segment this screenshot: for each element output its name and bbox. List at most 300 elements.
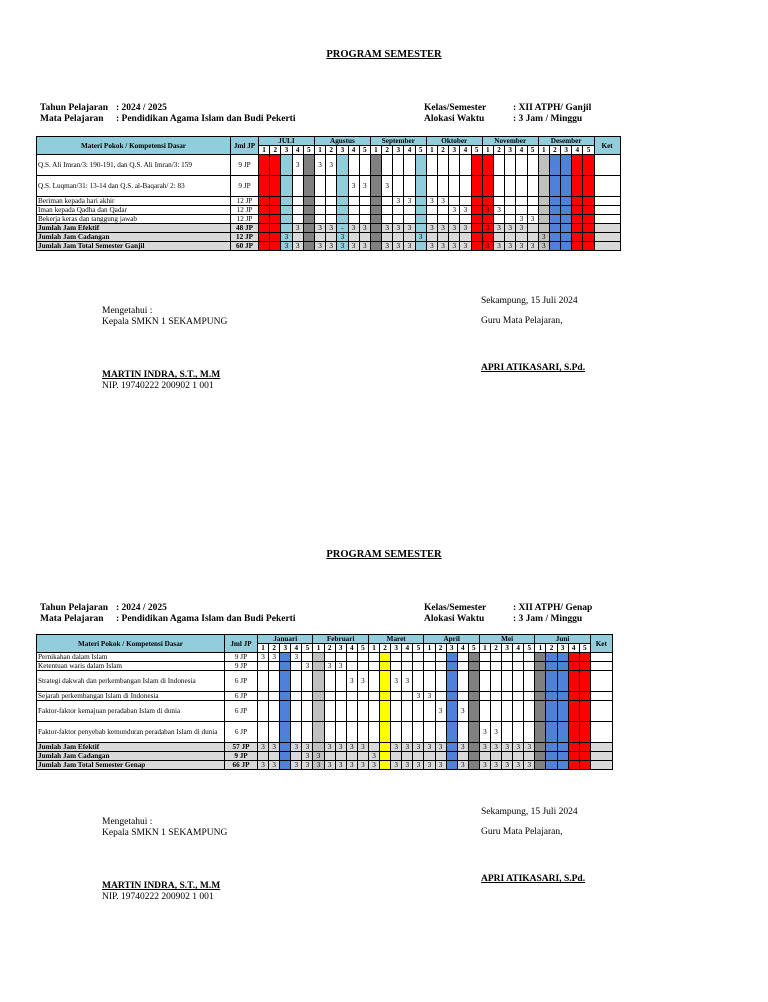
table-row [37, 662, 613, 671]
week-cell [435, 752, 446, 761]
week-number: 3 [557, 644, 568, 653]
week-cell [438, 206, 449, 215]
table-row [37, 671, 613, 692]
week-cell [471, 197, 482, 206]
week-cell [280, 722, 291, 743]
week-number: 3 [449, 146, 460, 155]
week-cell [326, 206, 337, 215]
week-cell [468, 671, 479, 692]
week-cell [493, 215, 504, 224]
week-cell [568, 722, 579, 743]
week-cell [303, 242, 314, 251]
week-cell [572, 197, 583, 206]
week-cell: 3 [324, 662, 335, 671]
week-number: 4 [291, 644, 302, 653]
week-cell [446, 752, 457, 761]
week-cell [538, 215, 549, 224]
week-cell: 3 [302, 761, 313, 770]
week-cell: 3 [291, 743, 302, 752]
week-cell: 3 [335, 662, 346, 671]
week-cell [280, 701, 291, 722]
week-cell: 3 [302, 743, 313, 752]
week-cell: 3 [524, 743, 535, 752]
summary-row [37, 752, 613, 761]
week-cell: 3 [404, 224, 415, 233]
week-number: 4 [460, 146, 471, 155]
week-cell [391, 701, 402, 722]
week-cell [538, 206, 549, 215]
summary-row [37, 761, 613, 770]
week-cell [546, 701, 557, 722]
week-cell: 3 [426, 197, 437, 206]
week-cell [502, 701, 513, 722]
materi-cell: Q.S. Ali Imran/3: 190-191, dan Q.S. Ali Imran/3: 159 [37, 155, 231, 176]
week-cell [546, 752, 557, 761]
week-cell: 3 [479, 761, 490, 770]
week-cell [568, 692, 579, 701]
week-cell [303, 206, 314, 215]
week-cell [568, 701, 579, 722]
week-cell [468, 743, 479, 752]
week-cell: 3 [524, 761, 535, 770]
week-cell [549, 176, 560, 197]
week-cell: 3 [449, 206, 460, 215]
week-cell [382, 233, 393, 242]
week-cell [557, 692, 568, 701]
week-cell: 3 [357, 761, 368, 770]
week-cell: 3 [516, 242, 527, 251]
week-cell [471, 233, 482, 242]
month-header: Mei [479, 635, 534, 644]
week-cell [579, 701, 590, 722]
tahun-value: : 2024 / 2025 [116, 103, 167, 113]
week-cell [546, 722, 557, 743]
week-number: 2 [269, 644, 280, 653]
week-cell [527, 206, 538, 215]
week-cell [583, 197, 594, 206]
week-cell [435, 692, 446, 701]
week-cell [449, 155, 460, 176]
week-cell [281, 206, 292, 215]
kepala-text: Kepala SMKN 1 SEKAMPUNG [102, 828, 228, 838]
week-cell [572, 224, 583, 233]
week-cell: 3 [258, 653, 269, 662]
week-cell [505, 206, 516, 215]
kepala-nip: NIP. 19740222 200902 1 001 [102, 892, 214, 902]
materi-cell: Q.S. Luqman/31: 13-14 dan Q.S. al-Baqarah/ 2: 83 [37, 176, 231, 197]
week-cell [291, 722, 302, 743]
week-cell: 3 [348, 176, 359, 197]
kelas-value: : XII ATPH/ Ganjil [513, 103, 592, 113]
week-number: 2 [382, 146, 393, 155]
week-cell: 3 [424, 743, 435, 752]
week-cell: 3 [538, 233, 549, 242]
week-cell [393, 155, 404, 176]
guru-text: Guru Mata Pelajaran, [481, 316, 563, 326]
week-cell [471, 242, 482, 251]
week-cell [313, 653, 324, 662]
month-header: November [482, 137, 538, 146]
week-cell: 3 [314, 242, 325, 251]
week-number: 5 [583, 146, 594, 155]
week-cell [346, 722, 357, 743]
week-number: 1 [538, 146, 549, 155]
week-cell [568, 662, 579, 671]
week-cell [368, 662, 379, 671]
week-cell [435, 671, 446, 692]
week-cell [568, 743, 579, 752]
week-cell [449, 176, 460, 197]
week-cell [457, 722, 468, 743]
week-cell [468, 662, 479, 671]
week-cell [471, 155, 482, 176]
week-cell [490, 701, 501, 722]
jp-cell: 48 JP [231, 224, 259, 233]
jp-cell: 66 JP [225, 761, 258, 770]
week-cell [426, 176, 437, 197]
week-cell [583, 233, 594, 242]
week-number: 1 [258, 644, 269, 653]
week-cell: 3 [490, 761, 501, 770]
week-cell: 3 [335, 761, 346, 770]
week-cell [446, 692, 457, 701]
week-cell: 3 [460, 242, 471, 251]
materi-cell: Strategi dakwah dan perkembangan Islam di Indonesia [37, 671, 225, 692]
week-number: 1 [424, 644, 435, 653]
week-cell [426, 215, 437, 224]
ket-cell [594, 233, 620, 242]
week-cell [368, 701, 379, 722]
week-cell [572, 155, 583, 176]
week-cell [546, 671, 557, 692]
week-cell [313, 701, 324, 722]
place-date: Sekampung, 15 Juli 2024 [481, 296, 578, 306]
table-row [37, 653, 613, 662]
week-cell [583, 176, 594, 197]
week-cell: 3 [424, 761, 435, 770]
week-cell [446, 662, 457, 671]
week-cell [572, 176, 583, 197]
week-cell [314, 233, 325, 242]
week-cell: 3 [314, 155, 325, 176]
week-cell [380, 662, 391, 671]
place-date: Sekampung, 15 Juli 2024 [481, 807, 578, 817]
week-cell [382, 215, 393, 224]
week-cell [446, 671, 457, 692]
week-cell [535, 743, 546, 752]
kepala-text: Kepala SMKN 1 SEKAMPUNG [102, 317, 228, 327]
materi-cell: Pernikahan dalam Islam [37, 653, 225, 662]
week-cell: 3 [393, 197, 404, 206]
week-cell [270, 155, 281, 176]
jp-cell: 9 JP [225, 653, 258, 662]
ket-cell [590, 662, 612, 671]
week-number: 5 [415, 146, 426, 155]
week-cell [404, 206, 415, 215]
week-cell: 3 [346, 671, 357, 692]
week-cell: 3 [393, 242, 404, 251]
week-cell [561, 224, 572, 233]
week-cell [368, 692, 379, 701]
week-cell [579, 653, 590, 662]
week-cell: 3 [258, 743, 269, 752]
week-cell: 3 [291, 653, 302, 662]
week-cell [393, 176, 404, 197]
week-number: 4 [404, 146, 415, 155]
week-cell [424, 653, 435, 662]
materi-cell: Ketentuan waris dalam Islam [37, 662, 225, 671]
week-cell [415, 176, 426, 197]
week-cell [270, 224, 281, 233]
week-cell [493, 155, 504, 176]
week-cell [516, 197, 527, 206]
header-materi: Materi Pokok / Kompetensi Dasar [37, 635, 225, 653]
week-cell [479, 671, 490, 692]
week-cell [468, 653, 479, 662]
week-cell [346, 662, 357, 671]
week-cell [380, 761, 391, 770]
jp-cell: 60 JP [231, 242, 259, 251]
week-cell: 3 [424, 692, 435, 701]
week-cell [449, 197, 460, 206]
week-cell [292, 215, 303, 224]
week-cell [549, 155, 560, 176]
month-header: April [424, 635, 479, 644]
week-number: 2 [435, 644, 446, 653]
ket-cell [594, 176, 620, 197]
jp-cell: 57 JP [225, 743, 258, 752]
week-cell [335, 701, 346, 722]
week-cell [324, 692, 335, 701]
table-row [37, 176, 621, 197]
week-cell [561, 206, 572, 215]
week-cell: 3 [413, 692, 424, 701]
table-row [37, 701, 613, 722]
month-header: Maret [368, 635, 423, 644]
week-cell: 3 [314, 224, 325, 233]
week-cell [357, 701, 368, 722]
week-cell: 3 [359, 242, 370, 251]
week-cell: 3 [291, 761, 302, 770]
jp-cell: 6 JP [225, 701, 258, 722]
week-cell [513, 662, 524, 671]
week-number: 5 [524, 644, 535, 653]
week-cell: 3 [435, 701, 446, 722]
week-cell [561, 176, 572, 197]
alokasi-label: Alokasi Waktu [424, 614, 485, 624]
week-number: 3 [391, 644, 402, 653]
week-cell: 3 [391, 743, 402, 752]
semester-table-ganjil [36, 136, 621, 251]
week-number: 1 [482, 146, 493, 155]
week-number: 3 [281, 146, 292, 155]
week-cell [402, 692, 413, 701]
week-cell: 3 [438, 197, 449, 206]
week-cell [380, 692, 391, 701]
week-cell [538, 224, 549, 233]
week-cell: 3 [490, 722, 501, 743]
week-cell [490, 692, 501, 701]
week-cell [359, 197, 370, 206]
week-number: 4 [568, 644, 579, 653]
week-cell [313, 662, 324, 671]
week-cell [468, 692, 479, 701]
week-cell [572, 215, 583, 224]
week-cell: 3 [457, 761, 468, 770]
week-cell [449, 233, 460, 242]
week-cell: 3 [413, 743, 424, 752]
week-cell: 3 [292, 224, 303, 233]
week-cell: 3 [324, 761, 335, 770]
week-cell [546, 662, 557, 671]
week-cell: 3 [359, 224, 370, 233]
week-cell [335, 692, 346, 701]
week-cell: 3 [359, 176, 370, 197]
week-cell [302, 701, 313, 722]
week-number: 2 [493, 146, 504, 155]
week-cell [259, 155, 270, 176]
week-number: 1 [314, 146, 325, 155]
week-cell [479, 692, 490, 701]
week-cell [568, 653, 579, 662]
week-cell: 3 [482, 224, 493, 233]
week-cell: 3 [460, 206, 471, 215]
info-left-ganjil [40, 103, 295, 125]
week-cell [449, 215, 460, 224]
week-cell [424, 752, 435, 761]
week-cell [535, 653, 546, 662]
week-cell [404, 215, 415, 224]
week-cell [280, 671, 291, 692]
week-cell [527, 224, 538, 233]
week-cell [460, 197, 471, 206]
week-cell [557, 662, 568, 671]
week-cell [579, 671, 590, 692]
week-cell [280, 692, 291, 701]
week-cell [393, 206, 404, 215]
week-cell [292, 233, 303, 242]
week-cell [368, 722, 379, 743]
week-cell [557, 701, 568, 722]
week-cell [546, 743, 557, 752]
guru-text: Guru Mata Pelajaran, [481, 827, 563, 837]
week-cell [259, 224, 270, 233]
week-cell [380, 752, 391, 761]
week-cell [314, 197, 325, 206]
week-cell [393, 215, 404, 224]
week-cell [527, 155, 538, 176]
tahun-value: : 2024 / 2025 [116, 603, 167, 613]
materi-cell: Jumlah Jam Total Semester Genap [37, 761, 225, 770]
week-cell [468, 701, 479, 722]
week-cell [415, 215, 426, 224]
week-cell: 3 [402, 761, 413, 770]
info-right-genap [424, 603, 592, 625]
week-cell [579, 761, 590, 770]
materi-cell: Sejarah perkembangan Islam di Indonesia [37, 692, 225, 701]
materi-cell: Iman kepada Qadha dan Qadar [37, 206, 231, 215]
week-cell: 3 [326, 155, 337, 176]
week-cell [490, 671, 501, 692]
week-cell [402, 653, 413, 662]
week-cell [513, 722, 524, 743]
week-cell [535, 692, 546, 701]
week-cell [380, 653, 391, 662]
week-cell [302, 692, 313, 701]
week-cell: 3 [368, 752, 379, 761]
alokasi-value: : 3 Jam / Minggu [513, 614, 583, 624]
alokasi-label: Alokasi Waktu [424, 114, 485, 124]
week-cell [348, 155, 359, 176]
week-cell [413, 722, 424, 743]
week-cell [549, 224, 560, 233]
week-cell [535, 701, 546, 722]
week-cell [505, 197, 516, 206]
mengetahui-text: Mengetahui : [102, 817, 153, 827]
week-cell [280, 761, 291, 770]
week-cell [479, 653, 490, 662]
week-cell: 3 [426, 242, 437, 251]
materi-cell: Jumlah Jam Total Semester Ganjil [37, 242, 231, 251]
materi-cell: Jumlah Jam Efektif [37, 224, 231, 233]
week-cell [524, 692, 535, 701]
week-cell: 3 [479, 743, 490, 752]
materi-cell: Faktor-faktor penyebab kemunduran peradaban Islam di dunia [37, 722, 225, 743]
week-cell [561, 242, 572, 251]
week-cell [380, 701, 391, 722]
week-cell [516, 233, 527, 242]
alokasi-value: : 3 Jam / Minggu [513, 114, 583, 124]
week-cell: 3 [460, 224, 471, 233]
week-cell [292, 197, 303, 206]
signature-kepala-ganjil [102, 306, 227, 392]
week-number: 4 [402, 644, 413, 653]
week-cell [435, 722, 446, 743]
week-cell [557, 743, 568, 752]
week-cell [583, 155, 594, 176]
week-cell [535, 662, 546, 671]
week-number: 5 [471, 146, 482, 155]
week-cell [259, 215, 270, 224]
week-cell [380, 743, 391, 752]
week-cell: 3 [435, 743, 446, 752]
week-cell [446, 743, 457, 752]
week-cell [303, 224, 314, 233]
week-cell: 3 [326, 242, 337, 251]
week-cell [314, 206, 325, 215]
week-cell: 3 [413, 761, 424, 770]
ket-cell [590, 671, 612, 692]
week-cell [468, 752, 479, 761]
week-cell [335, 671, 346, 692]
week-number: 3 [505, 146, 516, 155]
week-cell [579, 692, 590, 701]
week-cell: 3 [348, 224, 359, 233]
info-left-genap [40, 603, 295, 625]
week-cell [335, 752, 346, 761]
week-cell [549, 215, 560, 224]
week-cell [291, 662, 302, 671]
ket-cell [590, 743, 612, 752]
week-cell [391, 653, 402, 662]
week-cell [313, 692, 324, 701]
week-cell: - [337, 224, 348, 233]
guru-name: APRI ATIKASARI, S.Pd. [481, 874, 586, 884]
week-cell [370, 224, 381, 233]
week-cell [337, 155, 348, 176]
week-cell [471, 206, 482, 215]
week-cell [460, 233, 471, 242]
